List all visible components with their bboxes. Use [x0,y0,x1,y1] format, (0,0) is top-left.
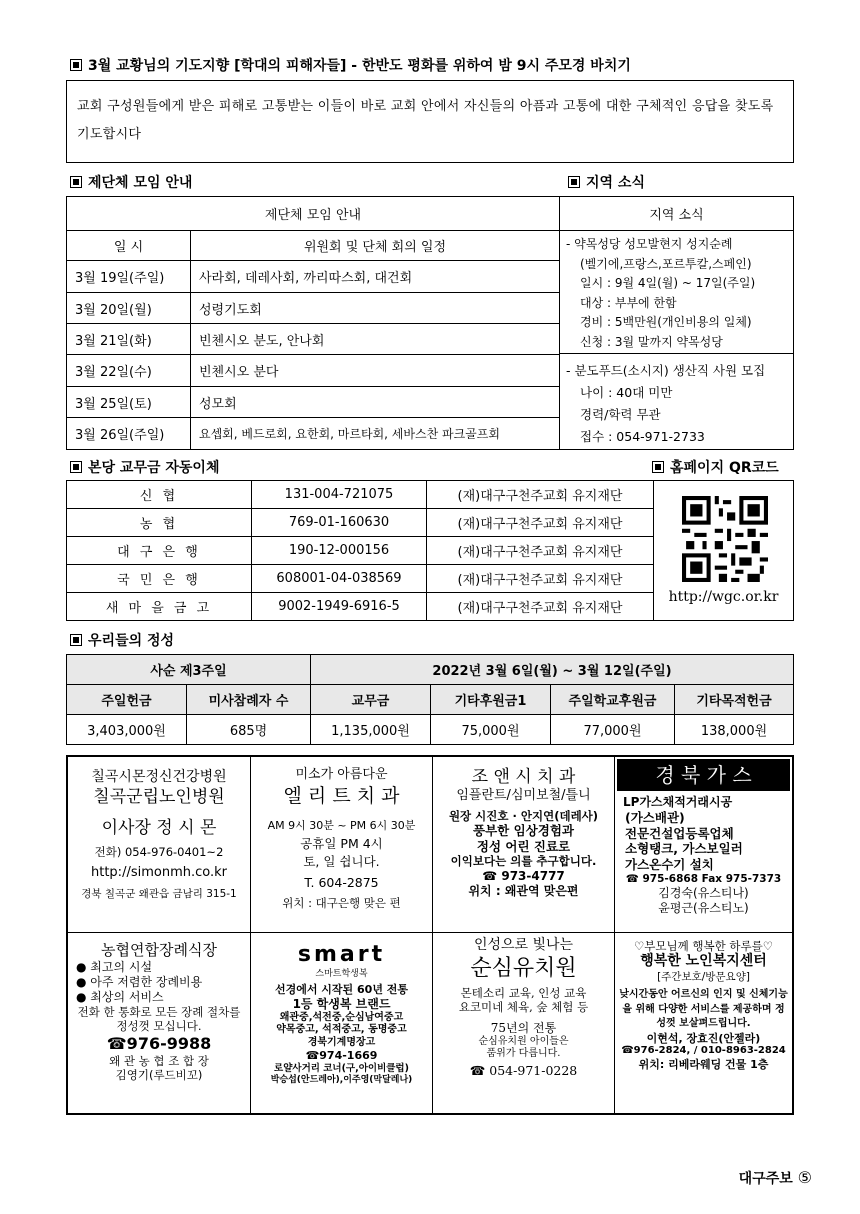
ad-elite-dental: 미소가 아름다운 엘 리 트 치 과 AM 9시 30분 ~ PM 6시 30분 공휴일 PM 4시 토, 일 쉽니다. T. 604-2875 위치 : 대구은행 맞은 편 [267,767,416,910]
account-holder: (재)대구구천주교회 유지재단 [427,481,654,509]
offering-value: 3,403,000원 [67,715,187,745]
local-table-title: 지역 소식 [560,197,793,231]
offering-value: 138,000원 [675,715,794,745]
ad-joan-dental: 조 앤 시 치 과 임플란트/심미보철/틀니 원장 시진호 · 안지연(데레사) 풍부한 임상경험과 정성 어린 진료로 이익보다는 의를 추구합니다. ☎ 973-4777 위치 : 왜관역 맞은편 [448,767,599,898]
ad-senior-center: ♡부모님께 행복한 하루를♡ 행복한 노인복지센터 [주간보호/방문요양] 낮시간동안 어르신의 인지 및 신체기능을 위해 다양한 서비스를 제공하며 정성껏 보살펴드립니다. 이현석, 장효진(안젤라) ☎976-2824, / 010-8963-2824 위치: 리베라웨딩 건물 1층 [619,939,788,1071]
account-number: 131-004-721075 [252,481,427,509]
ad-gyeongbuk-gas: 경 북 가 스 LP가스채적거래시공 (가스배관) 전문건설업등록업체 소형탱크, 가스보일러 가스온수기 설치 ☎ 975-6868 Fax 975-7373 김경숙(유스티나) 윤평근(유스티노) [615,757,792,932]
groups-table [66,196,560,450]
bank-name: 새 마 을 금 고 [67,593,252,621]
square-bullet-icon [70,634,82,646]
account-holder: (재)대구구천주교회 유지재단 [427,509,654,537]
ad-funeral-hall: 농협연합장례식장 ● 최고의 시설 ● 아주 저렴한 장례비용 ● 최상의 서비스 전화 한 통화로 모든 장례 절차를 정성껏 모십니다. ☎976-9988 왜 관 농 협 조 합 장 김영기(루드비꼬) [76,941,241,1082]
ad-sunsim-kindergarten: 인성으로 빛나는 순심유치원 몬테소리 교육, 인성 교육 요코미네 체육, 숲 체험 등 75년의 전통 순심유치원 아이들은 품위가 다릅니다. ☎ 054-971-0228 [458,937,589,1078]
square-bullet-icon [70,176,82,188]
meeting-date: 3월 21일(화) [67,324,191,355]
square-bullet-icon [568,176,580,188]
local-news-pilgrimage: - 약목성당 성모발현지 성지순례 (벨기에,프랑스,포르투칼,스페인) 일시 : 9월 4일(월) ~ 17일(주일) 대상 : 부부에 한함 경비 : 5백만원(개인비용의 일체) 신청 : 3월 말까지 약목성당 [560,231,793,354]
square-bullet-icon [70,461,82,473]
col-date-header: 일 시 [67,231,191,261]
offering-table [66,654,794,745]
account-holder: (재)대구구천주교회 유지재단 [427,537,654,565]
meeting-date: 3월 19일(주일) [67,261,191,293]
offering-value: 1,135,000원 [311,715,431,745]
meeting-groups: 사라회, 데레사회, 까리따스회, 대건회 [191,261,560,293]
page-footer [739,1168,812,1188]
account-number: 190-12-000156 [252,537,427,565]
ad-smart-uniform: smart 스마트학생복 선경에서 시작된 60년 전통 1등 학생복 브랜드 왜관중,석전중,순심남여중고 약목중고, 석적중고, 동명중고 경북기계명장고 ☎974-1669 로얄사거리 코너(구,아이비클럽) 박승섭(안드레아),이주영(막달레나) [251,933,432,1113]
groups-heading: 제단체 모임 안내 [70,172,192,192]
offering-heading: 우리들의 정성 [70,630,174,650]
square-bullet-icon [70,59,82,71]
account-holder: (재)대구구천주교회 유지재단 [427,565,654,593]
meeting-date: 3월 25일(토) [67,387,191,418]
local-heading: 지역 소식 [568,172,645,192]
offering-value: 77,000원 [551,715,675,745]
ads-grid [66,755,794,1115]
bank-name: 대 구 은 행 [67,537,252,565]
qr-box [653,480,794,621]
meeting-date: 3월 26일(주일) [67,418,191,450]
meeting-groups: 요셉회, 베드로회, 요한회, 마르타회, 세바스찬 파크골프회 [191,418,560,450]
account-number: 9002-1949-6916-5 [252,593,427,621]
smart-logo: smart [297,942,386,967]
prayer-text: 교회 구성원들에게 받은 피해로 고통받는 이들이 바로 교회 안에서 자신들의 아픔과 고통에 대한 구체적인 응답을 찾도록 기도합시다 [77,99,774,142]
prayer-heading: 3월 교황님의 기도지향 [학대의 피해자들] - 한반도 평화를 위하여 밤 9시 주모경 바치기 [70,55,631,75]
qr-code-icon[interactable] [682,496,768,582]
bank-name: 국 민 은 행 [67,565,252,593]
prayer-box [66,80,794,163]
meeting-groups: 성령기도회 [191,293,560,324]
offering-value: 685명 [187,715,311,745]
meeting-date: 3월 22일(수) [67,355,191,387]
meeting-date: 3월 20일(월) [67,293,191,324]
autopay-heading: 본당 교무금 자동이체 [70,457,219,477]
homepage-url[interactable]: http://wgc.or.kr [668,589,779,605]
square-bullet-icon [652,461,664,473]
offering-header: 기타목적헌금 [675,685,794,715]
local-news-recruit: - 분도푸드(소시지) 생산직 사원 모집 나이 : 40대 미만 경력/학력 무관 접수 : 054-971-2733 [566,363,766,444]
account-number: 608001-04-038569 [252,565,427,593]
offering-value: 75,000원 [431,715,551,745]
offering-header: 기타후원금1 [431,685,551,715]
account-holder: (재)대구구천주교회 유지재단 [427,593,654,621]
meeting-groups: 성모회 [191,387,560,418]
meeting-groups: 빈첸시오 분도, 안나회 [191,324,560,355]
groups-table-title: 제단체 모임 안내 [67,197,560,231]
autopay-table [66,480,654,621]
offering-week: 사순 제3주일 [67,655,311,685]
local-table [559,196,794,450]
page-number: ⑤ [797,1168,812,1187]
account-number: 769-01-160630 [252,509,427,537]
meeting-groups: 빈첸시오 분다 [191,355,560,387]
bank-name: 농 협 [67,509,252,537]
offering-header: 주일학교후원금 [551,685,675,715]
qr-heading: 홈페이지 QR코드 [652,457,779,477]
col-meeting-header: 위원회 및 단체 회의 일정 [191,231,560,261]
offering-period: 2022년 3월 6일(월) ~ 3월 12일(주일) [311,655,794,685]
offering-header: 교무금 [311,685,431,715]
bank-name: 신 협 [67,481,252,509]
gas-title: 경 북 가 스 [617,759,790,791]
offering-header: 미사참례자 수 [187,685,311,715]
ad-simon-hospital: 칠곡시몬정신건강병원 칠곡군립노인병원 이사장 정 시 몬 전화) 054-976-0401~2 http://simonmh.co.kr 경북 칠곡군 왜관읍 금남리 315-1 [81,769,237,900]
footer-label: 대구주보 [738,1171,793,1187]
offering-header: 주일헌금 [67,685,187,715]
